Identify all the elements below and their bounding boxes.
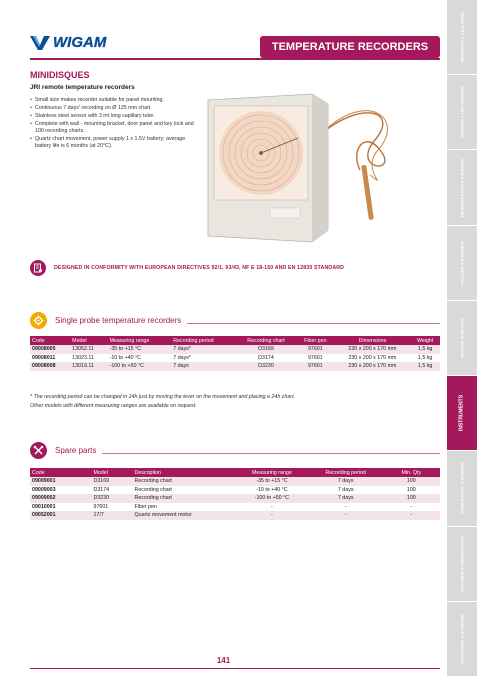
table-row (30, 511, 440, 520)
cell: 09009001 (32, 478, 56, 485)
cell: Recording chart (134, 486, 172, 493)
cell: 97601 (307, 363, 323, 370)
cell: 97601 (93, 503, 109, 510)
tools-icon (30, 442, 47, 459)
cell: 17/7 (93, 512, 104, 519)
cell: 100 (406, 478, 416, 485)
side-tab-label: FOOD SAFETY & HYGIENE (459, 462, 465, 515)
cell: D3230 (258, 363, 274, 370)
feature-item: • Quartz chart movement, power supply 1 x 1.5V battery; average battery life is 6 months (at 20°C). (30, 136, 200, 150)
footnote: * The recording period can be changed in 24h just by moving the lever on the movement and placing a 24h chart. (30, 394, 296, 400)
cell: 230 x 200 x 170 mm (348, 346, 397, 353)
side-tab-label: REFRIGERATION & FREEZING (459, 158, 465, 217)
cell: 09009003 (32, 486, 56, 493)
side-tab-label: PACKAGING & STORAGE (459, 614, 465, 664)
col-header: Code (32, 337, 45, 344)
side-tab-food-safety-hygiene[interactable] (447, 451, 477, 526)
feature-item: • Stainless steel sensor with 3 mt long capillary tube. (30, 113, 200, 120)
cell: 1,5 kg (417, 354, 433, 361)
cell: Recording chart (134, 478, 172, 485)
product-image (200, 80, 405, 250)
cell: 09052001 (32, 512, 56, 519)
cell: 09009002 (32, 495, 56, 502)
side-tab-label: COOKING & HOT HOLDING (459, 86, 465, 139)
cell: 09008008 (32, 363, 56, 370)
cell: D3169 (93, 478, 110, 485)
brand-logo (30, 34, 106, 51)
table-row (30, 494, 440, 503)
cell: 7 days (173, 363, 189, 370)
table-header-row (30, 468, 440, 477)
table-row (30, 503, 440, 512)
recorders-section-header (30, 312, 440, 329)
cell: D3174 (93, 486, 110, 493)
wigam-logo-icon (30, 36, 50, 50)
cell: 1,5 kg (417, 363, 433, 370)
cell: -35 to +15 °C (109, 346, 141, 353)
certificate-icon (30, 260, 46, 276)
footer-divider (30, 668, 440, 669)
table-row (30, 362, 440, 371)
cell: 230 x 200 x 170 mm (348, 363, 397, 370)
table-row (30, 345, 440, 354)
cell: - (344, 512, 347, 519)
side-tab-label: INSTRUMENTS (458, 395, 465, 432)
side-tab-cooking-hot-holding[interactable] (447, 75, 477, 150)
cell: Fiber pen (134, 503, 157, 510)
side-tab-label: RECEIVING & CELLARING (459, 11, 465, 63)
cell: 7 days* (173, 346, 191, 353)
cell: 13019.11 (72, 363, 94, 370)
cell: -35 to +15 °C (256, 478, 288, 485)
feature-list (30, 97, 200, 151)
cell: 1,5 kg (417, 346, 433, 353)
page-number: 141 (216, 656, 231, 665)
cell: - (410, 503, 413, 510)
col-header: Weight (416, 337, 434, 344)
cell: 97601 (307, 346, 323, 353)
cell: - (344, 503, 347, 510)
spare-parts-section-header (30, 442, 440, 459)
table-row (30, 354, 440, 363)
col-header: Measuring range (252, 469, 292, 476)
col-header: Recording period (173, 337, 214, 344)
conformity-banner (30, 258, 440, 278)
cell: 13023.11 (72, 354, 94, 361)
cell: - (271, 512, 273, 519)
spare-parts-table (30, 468, 440, 520)
side-tab-packaging-storage[interactable] (447, 602, 477, 677)
col-header: Code (32, 469, 45, 476)
footnote: Other models with different measuring ranges are available on request. (30, 403, 197, 409)
side-tab-instruments[interactable] (447, 376, 477, 451)
side-tab-refrigeration-freezing[interactable] (447, 150, 477, 225)
spare-parts-heading: Spare parts (55, 446, 97, 455)
cell: D3174 (258, 354, 274, 361)
cell: 09008005 (32, 346, 56, 353)
cell: 7 days (337, 495, 354, 502)
brand-name: WIGAM (53, 34, 107, 51)
cell: 09010001 (32, 503, 56, 510)
col-header: Description (134, 469, 161, 476)
cell: - (410, 512, 413, 519)
product-subtitle: JRI remote temperature recorders (30, 84, 135, 91)
table-notes (30, 393, 440, 411)
table-row (30, 477, 440, 486)
cell: 97601 (307, 354, 323, 361)
feature-item: • Small size makes recorder suitable for panel mounting. (30, 97, 200, 104)
col-header: Model (72, 337, 87, 344)
side-tab-chilling-freezing[interactable] (447, 226, 477, 301)
cell: D3230 (93, 495, 110, 502)
cell: 09008011 (32, 354, 56, 361)
cell: 7 days (337, 486, 354, 493)
feature-item: • Continuous 7 days' recording on Ø 125 mm chart. (30, 105, 200, 112)
page-title: TEMPERATURE RECORDERS (260, 36, 440, 58)
cell: -100 to +50 °C (254, 495, 290, 502)
cell: -100 to +50 °C (109, 363, 144, 370)
side-tab-label: SERVING & DISPLAY (459, 317, 465, 358)
side-tab-strip (447, 0, 477, 677)
section-title: MINIDISQUES (30, 70, 90, 80)
cell: -10 to +40 °C (109, 354, 141, 361)
table-header-row (30, 336, 440, 345)
side-tab-cleaning-maintenance[interactable] (447, 527, 477, 602)
header-divider (30, 58, 440, 60)
col-header: Fiber pen (304, 337, 327, 344)
side-tab-serving-display[interactable] (447, 301, 477, 376)
recorders-heading: Single probe temperature recorders (55, 316, 182, 325)
cell: 7 days (337, 478, 354, 485)
col-header: Recording period (325, 469, 366, 476)
cell: -10 to +40 °C (256, 486, 288, 493)
col-header: Min. Qty (401, 469, 422, 476)
cell: D3169 (258, 346, 274, 353)
side-tab-label: CHILLING & FREEZING (459, 240, 465, 285)
side-tab-label: CLEANING & MAINTENANCE (459, 535, 465, 592)
recorders-table (30, 336, 440, 371)
gear-icon (30, 312, 47, 329)
col-header: Model (93, 469, 108, 476)
cell: 13052.11 (72, 346, 94, 353)
section-divider (102, 453, 440, 454)
cell: 7 days* (173, 354, 191, 361)
cell: 100 (406, 495, 416, 502)
cell: 100 (406, 486, 416, 493)
cell: Recording chart (134, 495, 172, 502)
table-row (30, 486, 440, 495)
cell: Quartz movement motor (134, 512, 192, 519)
cell: - (271, 503, 273, 510)
col-header: Recording chart (247, 337, 285, 344)
side-tab-receiving-cellaring[interactable] (447, 0, 477, 75)
feature-item: • Complete with wall - mounting bracket, door panel and key lock and 100 recording charts. (30, 121, 200, 135)
section-divider (187, 323, 440, 324)
cell: 230 x 200 x 170 mm (348, 354, 397, 361)
conformity-text: DESIGNED IN CONFORMITY WITH EUROPEAN DIRECTIVES 92/1, 93/43, NF E 18-150 AND EN 12830 STANDARD (54, 265, 345, 271)
col-header: Dimensions (358, 337, 387, 344)
col-header: Measuring range (109, 337, 150, 344)
